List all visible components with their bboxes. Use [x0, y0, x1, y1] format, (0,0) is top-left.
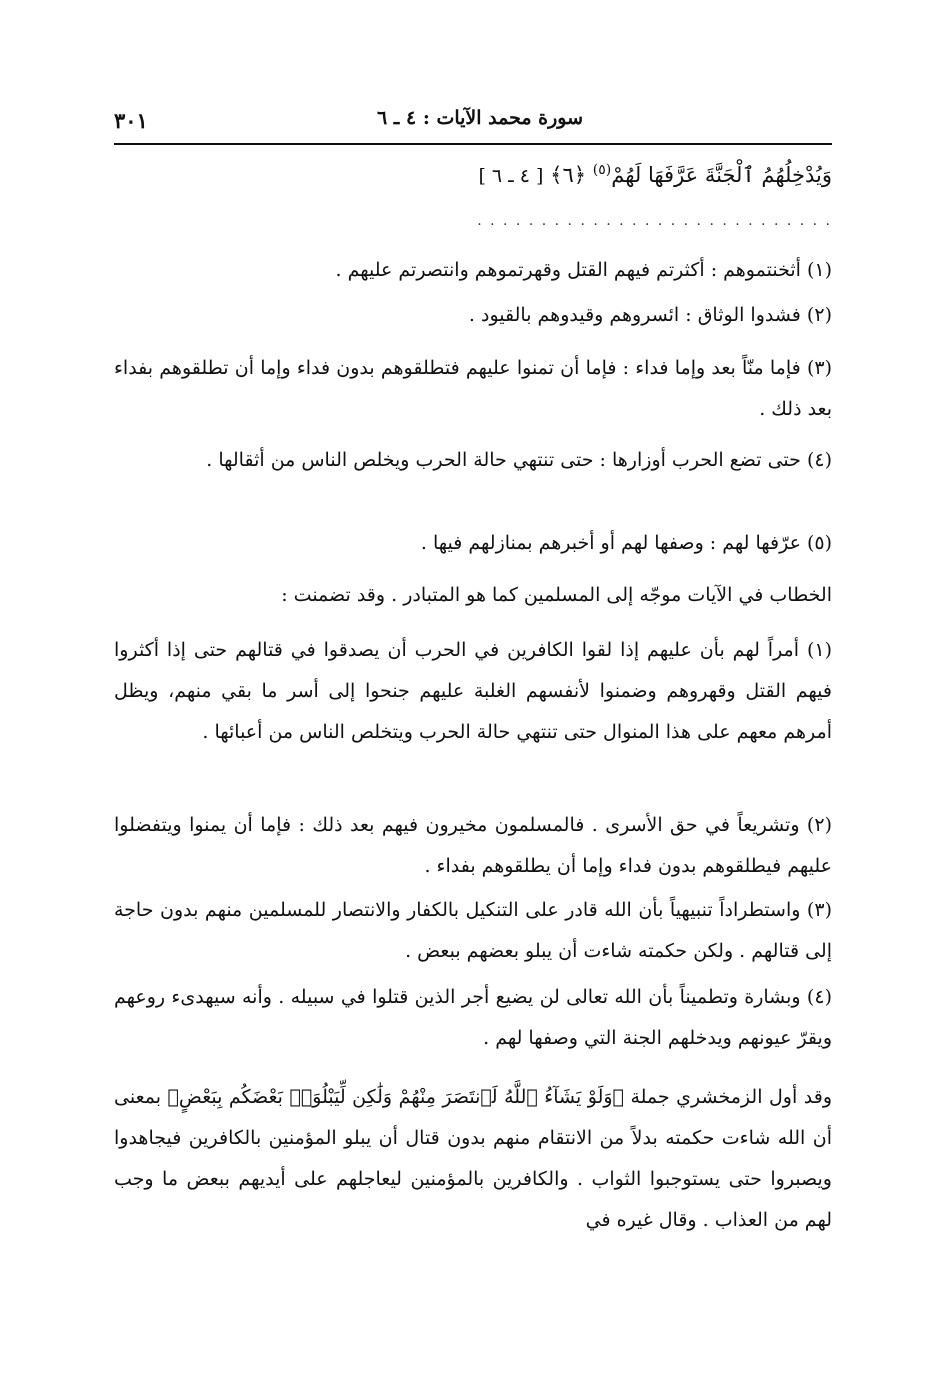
running-header-title: سورة محمد الآيات : ٤ ـ ٦ [376, 107, 584, 129]
verse-reference: [ ٤ ـ ٦ ] [478, 165, 544, 187]
body-point-4: (٤) وبشارة وتطميناً بأن الله تعالى لن يضيع أجر الذين قتلوا في سبيله . وأنه سيهدىء روعهم ويقرّ عيونهم ويدخلهم الجنة التي وصفها لهم . [114, 986, 832, 1049]
footnote-3: (٣) فإما منّاً بعد وإما فداء : فإما أن تمنوا عليهم فتطلقوهم بدون فداء وإما أن تطلقوهم بفداء بعد ذلك . [114, 357, 832, 420]
verse-footnote-marker: (٥) [592, 162, 612, 178]
body-point-3: (٣) واستطراداً تنبيهياً بأن الله قادر على التنكيل بالكفار والانتصار للمسلمين منهم بدون حاجة إلى قتالهم . ولكن حكمته شاءت أن يبلو بعضهم ببعض . [114, 899, 832, 962]
footnote-4: (٤) حتى تضع الحرب أوزارها : حتى تنتهي حالة الحرب ويخلص الناس من أثقالها . [206, 449, 832, 471]
body-point-2: (٢) وتشريعاً في حق الأسرى . فالمسلمون مخيرون فيهم بعد ذلك : فإما أن يمنوا ويتفضلوا عليهم فيطلقوهم بدون فداء وإما أن يطلقوهم بفداء . [114, 814, 832, 877]
body-point-1: (١) أمراً لهم بأن عليهم إذا لقوا الكافرين في الحرب أن يصدقوا في قتالهم حتى إذا أكثروا فيهم القتل وقهروهم وضمنوا لأنفسهم الغلبة عليهم جنحوا إلى أسر ما بقي منهم، ويظل أمرهم معهم على هذا المنوال حتى تنتهي حالة الحرب ويتخلص الناس من أعبائها . [114, 639, 832, 743]
quran-verse-line [300, 160, 832, 192]
footnote-separator: . . . . . . . . . . . . . . . . . . . . . . . . . . . . [477, 213, 832, 229]
body-zamakhshari-paragraph: وقد أول الزمخشري جملة ﴿وَلَوْ يَشَآءُ ٱللَّهُ لَٱنتَصَرَ مِنْهُمْ وَلَٰكِن لِّيَبْلُوَا۟ بَعْضَكُم بِبَعْضٍ﴾ بمعنى أن الله شاءت حكمته بدلاً من الانتقام منهم بدون قتال أن يبلو المؤمنين بالكافرين فيجاهدوا ويصبروا حتى يستوجبوا الثواب . والكافرين بالمؤمنين ليعاجلهم على أيديهم ببعض ما وجب لهم من العذاب . وقال غيره في [114, 1086, 832, 1231]
page-number: ٣٠١ [114, 108, 148, 133]
footnote-1: (١) أثخنتموهم : أكثرتم فيهم القتل وقهرتموهم وانتصرتم عليهم . [335, 259, 832, 281]
footnote-5: (٥) عرّفها لهم : وصفها لهم أو أخبرهم بمنازلهم فيها . [420, 532, 832, 554]
footnote-2: (٢) فشدوا الوثاق : ائسروهم وقيدوهم بالقيود . [468, 304, 832, 326]
header-divider [114, 143, 832, 145]
body-intro: الخطاب في الآيات موجّه إلى المسلمين كما هو المتبادر . وقد تضمنت : [281, 584, 832, 606]
ayah-number-marker: ﴿٦﴾ [550, 163, 587, 187]
verse-text: وَيُدْخِلُهُمُ ٱلْجَنَّةَ عَرَّفَهَا لَهُمْ [611, 163, 832, 187]
